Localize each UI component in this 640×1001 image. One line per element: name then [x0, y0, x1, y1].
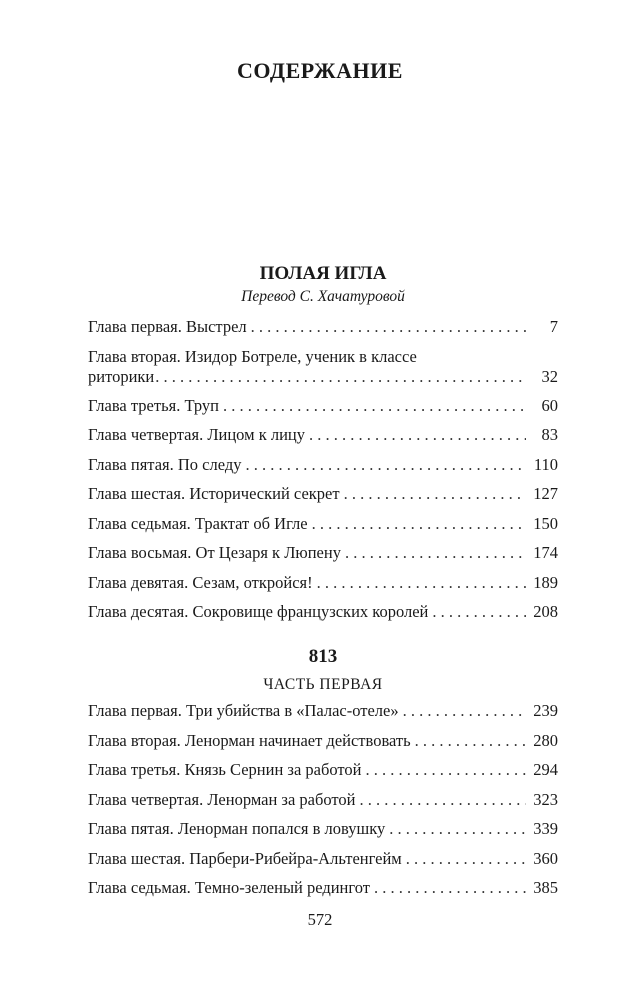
toc-entry-title: Глава третья. Князь Сернин за работой [88, 760, 362, 779]
dot-leader [312, 514, 526, 534]
toc-entry-title: Глава вторая. Ленорман начинает действовать [88, 730, 411, 750]
toc-entry-page: 323 [533, 789, 558, 809]
dot-leader [389, 819, 526, 839]
toc-entry-page: 239 [533, 701, 558, 720]
dot-leader [223, 396, 526, 416]
toc-entry-title: Глава девятая. Сезам, откройся! [88, 572, 313, 592]
toc-entry-page: 189 [533, 572, 558, 592]
dot-leader [403, 701, 526, 721]
dot-leader [406, 849, 526, 869]
toc-entry-title: Глава восьмая. От Цезаря к Люпену [88, 543, 341, 562]
section-hollow-needle [88, 262, 558, 632]
toc-entry[interactable] [88, 347, 558, 396]
toc-entry[interactable] [88, 396, 558, 426]
section-title: 813 [308, 646, 338, 667]
dot-leader [309, 425, 526, 445]
toc-entry[interactable] [88, 731, 558, 761]
toc-entry-title: Глава четвертая. Ленорман за работой [88, 789, 356, 809]
dot-leader [365, 760, 526, 780]
toc-entry-title: Глава пятая. По следу [88, 454, 242, 474]
toc-entry-page: 83 [541, 425, 558, 444]
toc-entry[interactable] [88, 819, 558, 849]
toc-entry[interactable] [88, 543, 558, 573]
dot-leader [317, 573, 526, 593]
toc-entry-title: Глава шестая. Исторический секрет [88, 484, 340, 503]
toc-entry-page: 174 [533, 543, 558, 562]
toc-entry-title: Глава пятая. Ленорман попался в ловушку [88, 819, 386, 838]
dot-leader [344, 484, 526, 504]
toc-entry[interactable] [88, 425, 558, 455]
toc-list [88, 317, 558, 632]
toc-entry-title-line1: Глава вторая. Изидор Ботреле, ученик в классе [88, 346, 417, 366]
toc-entry-page: 32 [541, 366, 558, 386]
toc-entry[interactable] [88, 317, 558, 347]
toc-entry-title: Глава третья. Труп [88, 395, 220, 415]
dot-leader [374, 878, 526, 898]
toc-entry-page: 127 [533, 484, 558, 503]
toc-entry-title: Глава первая. Три убийства в «Палас-отеле» [88, 701, 399, 720]
toc-entry-title: Глава седьмая. Темно-зеленый редингот [88, 878, 370, 897]
toc-entry[interactable] [88, 455, 558, 485]
dot-leader [155, 367, 526, 387]
toc-entry-page: 294 [533, 760, 558, 779]
toc-entry-title: Глава четвертая. Лицом к лицу [88, 425, 305, 444]
toc-entry-title: риторики [88, 366, 155, 386]
toc-entry[interactable] [88, 514, 558, 544]
toc-entry[interactable] [88, 878, 558, 908]
toc-entry-page: 7 [549, 317, 558, 336]
dot-leader [432, 602, 526, 622]
dot-leader [415, 731, 526, 751]
toc-entry[interactable] [88, 573, 558, 603]
toc-entry-page: 60 [541, 395, 558, 415]
toc-entry[interactable] [88, 484, 558, 514]
toc-entry[interactable] [88, 760, 558, 790]
toc-entry-title: Глава шестая. Парбери-Рибейра-Альтенгейм [88, 848, 402, 868]
section-title: ПОЛАЯ ИГЛА [259, 263, 387, 284]
toc-list [88, 701, 558, 908]
toc-entry[interactable] [88, 849, 558, 879]
page-number: 572 [307, 910, 333, 929]
toc-entry-title: Глава первая. Выстрел [88, 317, 247, 336]
toc-entry-page: 110 [533, 454, 558, 474]
toc-entry-title: Глава десятая. Сокровище французских королей [88, 602, 429, 621]
toc-entry[interactable] [88, 790, 558, 820]
part-title: ЧАСТЬ ПЕРВАЯ [263, 676, 383, 693]
toc-entry[interactable] [88, 602, 558, 632]
toc-entry-page: 385 [533, 878, 558, 897]
dot-leader [251, 317, 526, 337]
toc-entry-page: 280 [533, 730, 558, 750]
dot-leader [345, 543, 526, 563]
dot-leader [245, 455, 526, 475]
toc-entry-title: Глава седьмая. Трактат об Игле [88, 513, 308, 533]
toc-entry-page: 360 [533, 848, 558, 868]
translator-credit: Перевод С. Хачатуровой [241, 288, 405, 305]
toc-entry[interactable] [88, 701, 558, 731]
page-title: СОДЕРЖАНИЕ [237, 58, 403, 83]
section-813 [88, 645, 558, 908]
dot-leader [359, 790, 526, 810]
toc-entry-page: 339 [533, 819, 558, 838]
toc-entry-page: 208 [533, 602, 558, 621]
toc-entry-page: 150 [533, 513, 558, 533]
